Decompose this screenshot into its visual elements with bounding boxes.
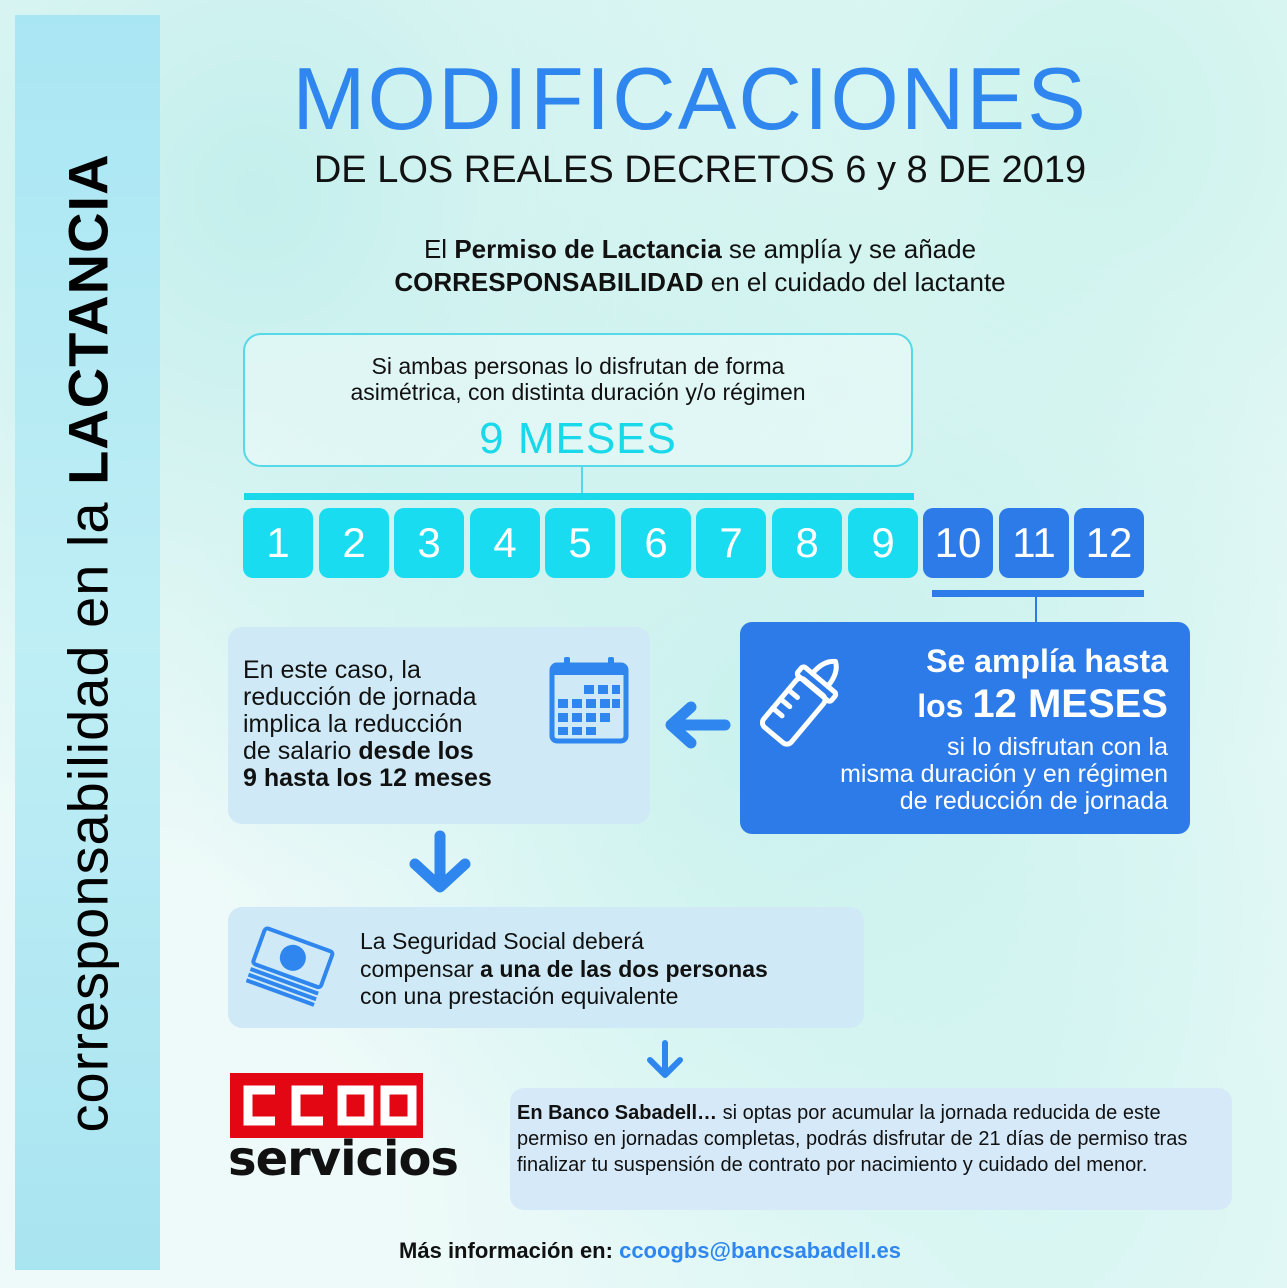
- extended-duration: 12 MESES: [972, 682, 1168, 727]
- arrow-left-icon: [663, 700, 731, 750]
- month-tile: 2: [319, 508, 389, 578]
- asymmetric-box: [243, 333, 913, 467]
- banco-sabadell-box: [510, 1088, 1232, 1210]
- sidebar: [15, 15, 160, 1270]
- logo-wordmark: servicios: [228, 1131, 458, 1187]
- ccoo-servicios-logo: [228, 1073, 458, 1187]
- asymmetric-duration: 9 MESES: [479, 413, 677, 463]
- extended-box: [740, 622, 1190, 834]
- asymmetric-connector: [581, 467, 583, 494]
- extended-range-bar: [932, 590, 1144, 597]
- month-tile: 6: [621, 508, 691, 578]
- contact-email-link[interactable]: ccoogbs@bancsabadell.es: [619, 1238, 901, 1263]
- social-security-text: La Seguridad Social deberá compensar a una de las dos personas con una prestación equivalente: [360, 928, 768, 1010]
- extended-heading: Se amplía hasta los 12 MESES: [917, 643, 1168, 727]
- month-tile: 12: [1074, 508, 1144, 578]
- arrow-down-icon: [642, 1040, 688, 1080]
- asymmetric-description: Si ambas personas lo disfrutan de forma asimétrica, con distinta duración y/o régimen: [350, 353, 806, 406]
- month-tile: 5: [545, 508, 615, 578]
- extended-description: si lo disfrutan con la misma duración y en régimen de reducción de jornada: [840, 733, 1168, 815]
- calendar-icon: [548, 655, 630, 745]
- month-tile: 9: [848, 508, 918, 578]
- banco-sabadell-text: En Banco Sabadell… si optas por acumular la jornada reducida de este permiso en jornadas completas, podrás disfrutar de 21 días de permiso tras finalizar tu suspensión de contrato por nacimiento y cuidado del menor.: [517, 1102, 1188, 1176]
- month-tile: 8: [772, 508, 842, 578]
- page-subtitle: DE LOS REALES DECRETOS 6 y 8 DE 2019: [313, 149, 1087, 191]
- page-title: MODIFICACIONES: [292, 49, 1088, 148]
- month-tile: 1: [243, 508, 313, 578]
- extended-connector: [1035, 597, 1037, 624]
- month-tile: 11: [999, 508, 1069, 578]
- sidebar-title-emphasis: LACTANCIA: [56, 152, 119, 485]
- money-icon: [246, 925, 338, 1007]
- salary-reduction-box: [228, 627, 650, 824]
- arrow-down-icon: [405, 830, 475, 895]
- baby-bottle-icon: [754, 644, 854, 754]
- ccoo-logo-mark: [230, 1073, 423, 1138]
- footer: Más información en: ccoogbs@bancsabadell.es: [399, 1238, 901, 1263]
- month-tile: 3: [394, 508, 464, 578]
- social-security-box: [228, 907, 864, 1028]
- sidebar-title: corresponsabilidad en la LACTANCIA: [56, 152, 119, 1133]
- month-tile: 4: [470, 508, 540, 578]
- month-tile: 7: [696, 508, 766, 578]
- month-tile: 10: [923, 508, 993, 578]
- intro-text: El Permiso de Lactancia se amplía y se añade CORRESPONSABILIDAD en el cuidado del lactante: [394, 234, 1006, 297]
- salary-reduction-text: En este caso, la reducción de jornada implica la reducción de salario desde los 9 hasta los 12 meses: [243, 656, 492, 792]
- asymmetric-range-bar: [244, 493, 914, 500]
- ccoo-letters: [230, 1073, 423, 1138]
